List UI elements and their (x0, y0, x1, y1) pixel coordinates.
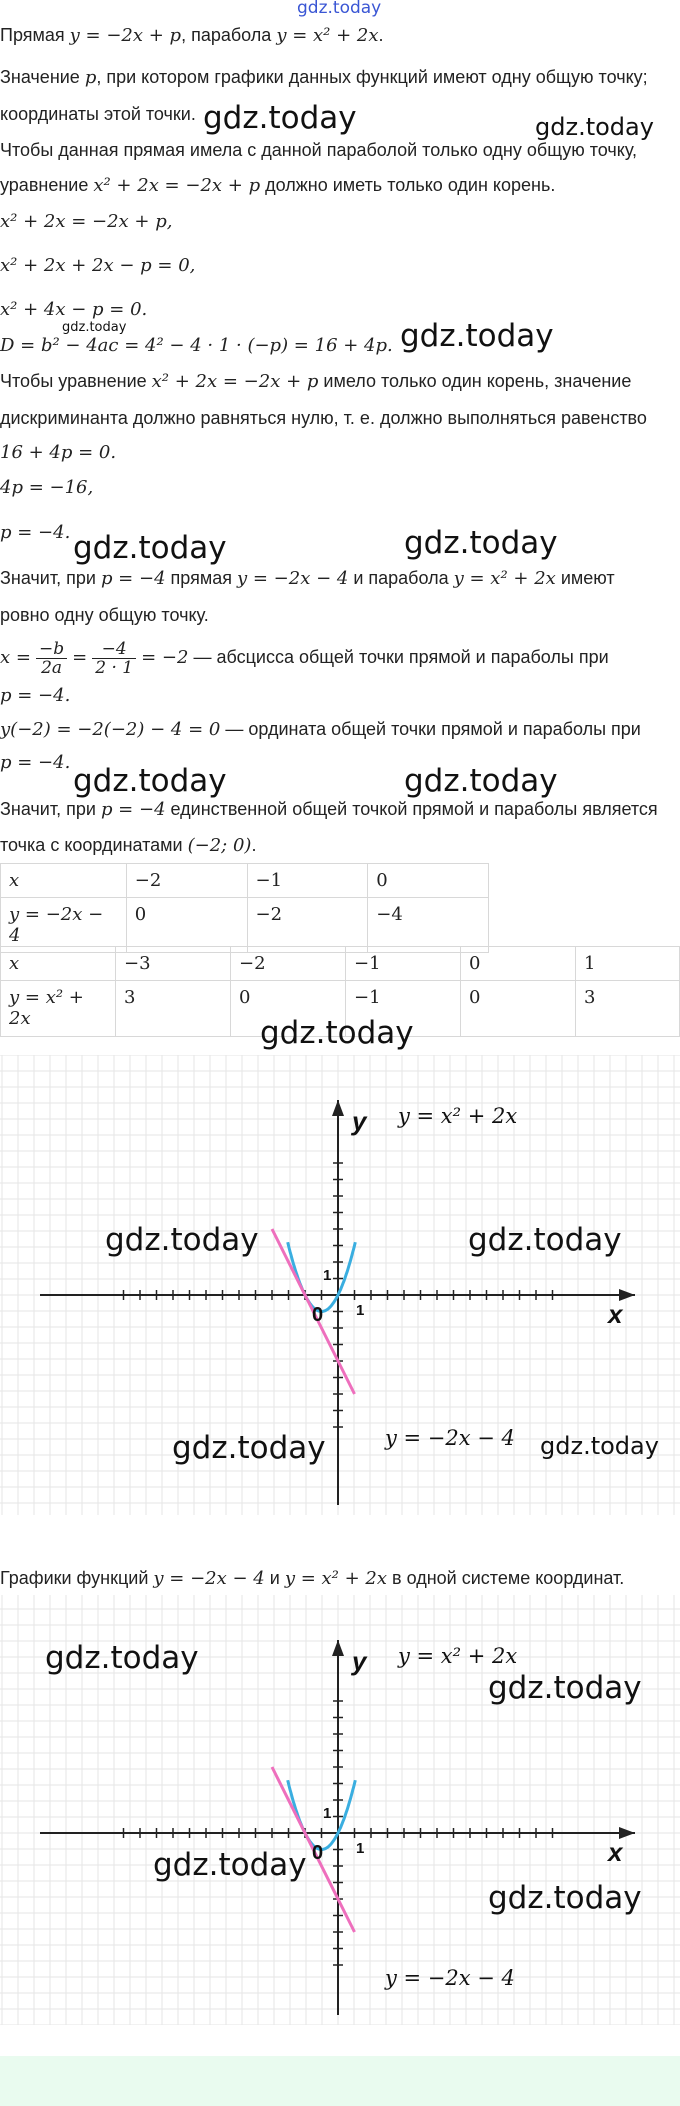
numerator: −b (36, 640, 67, 659)
table-cell: −3 (116, 947, 231, 981)
solution-line-6 (0, 368, 631, 395)
conclusion-line-2 (0, 832, 256, 859)
fraction (92, 640, 136, 677)
solution-line-7: дискриминанта должно равняться нулю, т. е. должно выполняться равенство (0, 408, 647, 428)
watermark: gdz.today (488, 1670, 642, 1706)
table-cell: −1 (346, 981, 461, 1037)
table-row (1, 864, 489, 898)
watermark: gdz.today (540, 1432, 659, 1460)
equation-line: y = −2x + p (69, 25, 182, 46)
footer-band (0, 2056, 680, 2106)
solution-line-5 (0, 172, 555, 199)
x-axis-label: x (608, 1837, 623, 1867)
y-axis-label: y (352, 1646, 367, 1676)
equation: y = x² + 2x (284, 1568, 388, 1589)
equation: p = −4 (100, 799, 166, 820)
statement-line-2 (0, 64, 648, 91)
table-cell (1, 981, 116, 1037)
text: , при котором графики данных функций имеют одну общую точку; (96, 67, 648, 87)
text: имеют (555, 568, 615, 588)
text: Значение (0, 67, 85, 87)
text: . (378, 25, 384, 45)
numerator: −4 (92, 640, 136, 659)
equation: y = −2x − 4 (236, 568, 349, 589)
fraction (36, 640, 67, 677)
table-cell: 1 (576, 947, 680, 981)
equation: (−2; 0) (187, 835, 252, 856)
denominator: 2 · 1 (95, 657, 134, 678)
text: точка с координатами (0, 835, 188, 855)
y-axis-label: y (352, 1106, 367, 1136)
text: Графики функций (0, 1568, 154, 1588)
watermark: gdz.today (172, 1430, 326, 1466)
origin-label: 0 (312, 1842, 324, 1864)
table-cell: 0 (461, 981, 576, 1037)
graphs-caption (0, 1565, 624, 1592)
table-cell: 0 (231, 981, 346, 1037)
table-cell: 0 (461, 947, 576, 981)
watermark: gdz.today (45, 1640, 199, 1676)
equation-step-1: x² + 2x = −2x + p, (0, 211, 173, 232)
table-cell: 0 (126, 898, 247, 953)
header-watermark: gdz.today (297, 0, 382, 18)
text: . (251, 835, 257, 855)
line-label: y = −2x − 4 (385, 1426, 515, 1450)
watermark: gdz.today (73, 530, 227, 566)
table-cell: x (1, 864, 127, 898)
x-one-label: 1 (356, 1302, 365, 1319)
table-cell: y = −2x − 4 (1, 898, 127, 953)
denominator: 2a (41, 657, 63, 678)
watermark: gdz.today (468, 1222, 622, 1258)
text: , парабола (181, 25, 277, 45)
table-row (1, 947, 680, 981)
text: Значит, при (0, 799, 101, 819)
conclusion-line-1 (0, 796, 658, 823)
x-axis-label: x (608, 1299, 623, 1329)
watermark: gdz.today (203, 100, 357, 136)
text: в одной системе координат. (387, 1568, 625, 1588)
equation: y = −2x − 4 (153, 1568, 265, 1589)
watermark: gdz.today (62, 320, 127, 335)
text: — абсцисса общей точки прямой и параболы при (188, 647, 609, 667)
solution-line-9: ровно одну общую точку. (0, 605, 209, 625)
equation: p = −4 (100, 568, 166, 589)
table-cell: 3 (116, 981, 231, 1037)
origin-label: 0 (312, 1304, 324, 1326)
watermark: gdz.today (488, 1880, 642, 1916)
line-label: y = −2x − 4 (385, 1966, 515, 1990)
watermark: gdz.today (404, 525, 558, 561)
line-values-table (0, 863, 489, 953)
var-p: p (84, 67, 97, 88)
text: — ордината общей точки прямой и параболы при (220, 719, 641, 739)
table-row (1, 898, 489, 953)
text: Значит, при (0, 568, 101, 588)
ordinate-condition: p = −4. (0, 752, 71, 773)
text: и (264, 1568, 285, 1588)
y-axis-arrow (332, 1640, 344, 1656)
text: должно иметь только один корень. (260, 175, 556, 195)
watermark: gdz.today (400, 318, 554, 354)
table-cell: −2 (126, 864, 247, 898)
text: прямая (165, 568, 237, 588)
watermark: gdz.today (260, 1015, 414, 1051)
watermark: gdz.today (404, 763, 558, 799)
equation-step-7: p = −4. (0, 522, 71, 543)
table-cell: 0 (368, 864, 489, 898)
equation: x² + 2x = −2x + p (151, 371, 319, 392)
table-cell: 3 (576, 981, 680, 1037)
abscissa-line (0, 637, 609, 678)
solution-line-8 (0, 565, 615, 592)
statement-line-3: координаты этой точки. (0, 104, 196, 124)
abscissa-condition: p = −4. (0, 685, 71, 706)
equation-step-3: x² + 4x − p = 0. (0, 299, 148, 320)
y-one-label: 1 (323, 1805, 332, 1822)
equation: x² + 2x = −2x + p (93, 175, 261, 196)
watermark: gdz.today (153, 1847, 307, 1883)
y-one-label: 1 (323, 1267, 332, 1284)
cell-text: 2x (9, 1008, 31, 1029)
text: = −2 (141, 647, 189, 668)
table-cell: −2 (247, 898, 368, 953)
text: Чтобы уравнение (0, 371, 152, 391)
equation-parabola: y = x² + 2x (276, 25, 379, 46)
table-cell: −1 (346, 947, 461, 981)
equation-step-5: 16 + 4p = 0. (0, 442, 117, 463)
text: = (72, 647, 88, 668)
equation-step-2: x² + 2x + 2x − p = 0, (0, 255, 196, 276)
watermark: gdz.today (535, 113, 654, 141)
text: имело только один корень, значение (318, 371, 632, 391)
text: x = (0, 647, 31, 668)
cell-text: y = x² + (9, 987, 84, 1008)
table-cell: −2 (231, 947, 346, 981)
x-one-label: 1 (356, 1840, 365, 1857)
equation: y(−2) = −2(−2) − 4 = 0 (0, 719, 221, 740)
watermark: gdz.today (105, 1222, 259, 1258)
statement-line-1 (0, 22, 384, 49)
text: Прямая (0, 25, 70, 45)
text: и парабола (348, 568, 454, 588)
parabola-label: y = x² + 2x (398, 1104, 518, 1128)
watermark: gdz.today (73, 763, 227, 799)
table-cell: −1 (247, 864, 368, 898)
y-axis-arrow (332, 1100, 344, 1116)
table-cell: −4 (368, 898, 489, 953)
ordinate-line (0, 716, 641, 743)
solution-line-4: Чтобы данная прямая имела с данной параболой только одну общую точку, (0, 140, 638, 160)
discriminant-line: D = b² − 4ac = 4² − 4 · 1 · (−p) = 16 + 4p. (0, 335, 393, 356)
equation-step-6: 4p = −16, (0, 477, 94, 498)
table-cell: x (1, 947, 116, 981)
text: уравнение (0, 175, 94, 195)
parabola-label: y = x² + 2x (398, 1644, 518, 1668)
equation: y = x² + 2x (453, 568, 556, 589)
text: единственной общей точкой прямой и параболы является (165, 799, 658, 819)
